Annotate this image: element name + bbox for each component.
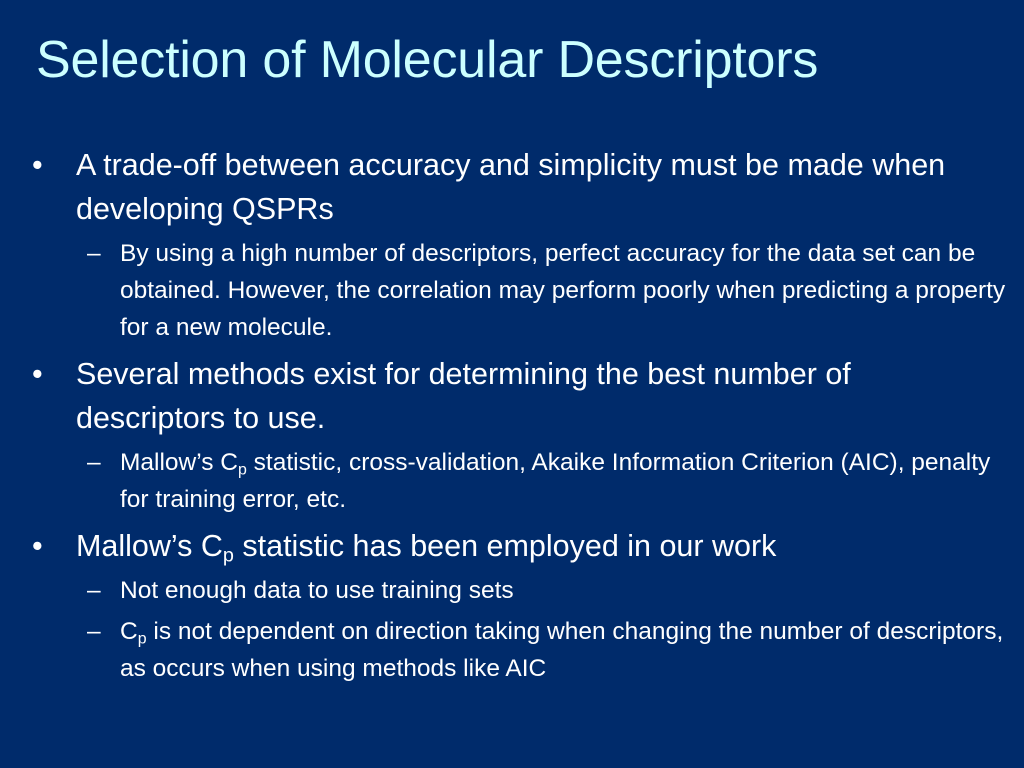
dash-marker: – — [87, 240, 101, 267]
dash-marker: – — [87, 449, 101, 476]
bullet-item — [0, 352, 1024, 440]
subscript-p: p — [238, 461, 247, 479]
sub-bullet-item — [0, 235, 1024, 346]
subscript-p: p — [222, 544, 234, 567]
sub-bullet-text-pre: Mallow’s C — [120, 449, 238, 476]
bullet-text: A trade-off between accuracy and simplicity must be made when developing QSPRs — [76, 148, 946, 226]
sub-bullet-text: By using a high number of descriptors, perfect accuracy for the data set can be obtained. However, the correlation may perform poorly when predicting a property for a new molecule. — [120, 240, 1006, 341]
bullet-text: Several methods exist for determining the best number of descriptors to use. — [76, 357, 851, 435]
sub-bullet-item — [0, 572, 1024, 609]
bullet-marker: • — [32, 357, 43, 391]
bullet-text-post: statistic has been employed in our work — [233, 529, 777, 563]
sub-bullet-text-pre: C — [120, 618, 138, 645]
sub-bullet-item — [0, 613, 1024, 687]
bullet-marker: • — [32, 148, 43, 182]
sub-bullet-text: Not enough data to use training sets — [120, 577, 514, 604]
sub-bullet-text-post: statistic, cross-validation, Akaike Information Criterion (AIC), penalty for training error, etc. — [120, 449, 991, 513]
slide-body — [0, 143, 1024, 687]
sub-bullet-text-post: is not dependent on direction taking when changing the number of descriptors, as occurs when using methods like AIC — [120, 618, 1004, 682]
dash-marker: – — [87, 577, 101, 604]
sub-bullet-item — [0, 444, 1024, 518]
dash-marker: – — [87, 618, 101, 645]
slide-title: Selection of Molecular Descriptors — [36, 31, 819, 89]
bullet-item — [0, 143, 1024, 231]
bullet-text-pre: Mallow’s C — [76, 529, 223, 563]
bullet-marker: • — [32, 529, 43, 563]
subscript-p: p — [137, 630, 147, 648]
bullet-item — [0, 524, 1024, 568]
